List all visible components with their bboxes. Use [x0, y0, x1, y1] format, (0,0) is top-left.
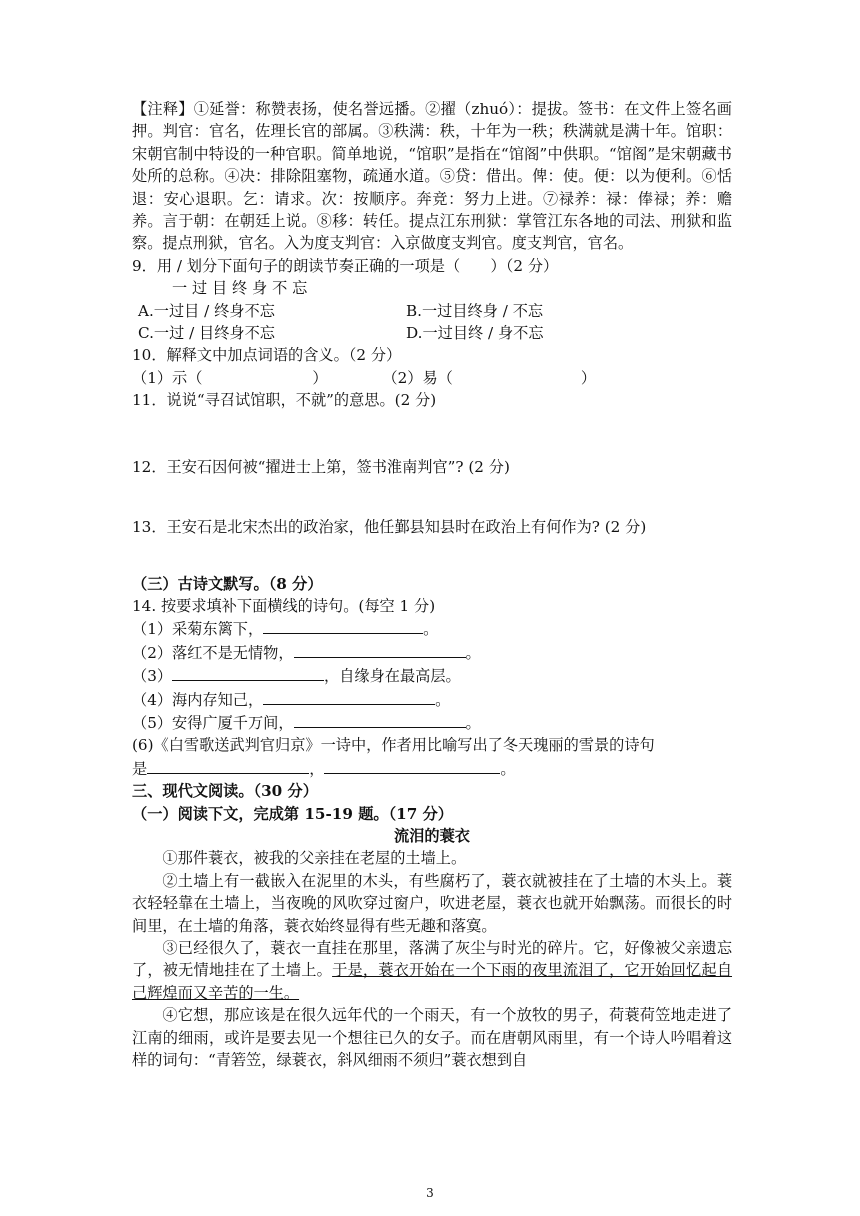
poem-blank-2[interactable] [294, 641, 466, 658]
option-a: A.一过目 / 终身不忘 [138, 301, 275, 320]
article-paragraph-2: ②土墙上有一截嵌入在泥里的木头，有些腐朽了，蓑衣就被挂在了土墙的木头上。蓑衣轻轻靠在土墙上，当夜晚的风吹穿过窗户，吹进老屋，蓑衣也就开始飘荡。而很长的时间里，在土墙的角落，蓑衣始终显得有些无趣和落寞。 [132, 871, 732, 935]
poem-line-2-end: 。 [465, 643, 481, 662]
poem-line-2 [132, 641, 732, 664]
poem-line-4-text: （4）海内存知己， [132, 690, 264, 709]
section-heading-3: （三）古诗文默写。（8 分） [132, 574, 323, 593]
poem-blank-6a[interactable] [147, 757, 309, 774]
answer-1-open: （1）示（ [132, 368, 203, 387]
question-12: 12．王安石因何被“擢进士上第，签书淮南判官”? (2 分) [132, 457, 510, 476]
question-9-sentence: 一 过 目 终 身 不 忘 [172, 279, 308, 298]
answer-space-11[interactable] [132, 412, 732, 456]
poem-line-3 [132, 664, 732, 687]
question-10: 10．解释文中加点词语的含义。（2 分） [132, 346, 402, 365]
question-10-answers [132, 367, 732, 389]
subsection-heading-1: （一）阅读下文，完成第 15-19 题。（17 分） [132, 804, 453, 823]
question-13: 13．王安石是北宋杰出的政治家，他任鄞县知县时在政治上有何作为? (2 分) [132, 518, 647, 537]
article-paragraph-4: ④它想，那应该是在很久远年代的一个雨天，有一个放牧的男子，荷蓑荷笠地走进了江南的细雨，或许是要去见一个想往已久的女子。而在唐朝风雨里，有一个诗人吟唱着这样的词句：“青箬笠，绿蓑衣，斜风细雨不须归”蓑衣想到自 [132, 1006, 732, 1070]
answer-1-close: ） [312, 368, 328, 387]
question-14: 14. 按要求填补下面横线的诗句。(每空 1 分) [132, 596, 436, 615]
article-title: 流泪的蓑衣 [394, 826, 470, 845]
poem-line-6: (6)《白雪歌送武判官归京》一诗中，作者用比喻写出了冬天瑰丽的雪景的诗句 [132, 736, 655, 755]
part-heading-3: 三、现代文阅读。（30 分） [132, 782, 318, 801]
option-d: D.一过目终 / 身不忘 [406, 324, 544, 343]
poem-line-2-text: （2）落红不是无情物， [132, 643, 294, 662]
poem-line-4-end: 。 [435, 690, 451, 709]
poem-line-1-text: （1）采菊东篱下， [132, 620, 264, 639]
underlined-sentence: 于是，蓑衣开始在一个下雨的夜里流泪了，它开始回忆起自己辉煌而又辛苦的一生。 [132, 961, 733, 1002]
answer-2-open: （2）易（ [382, 368, 453, 387]
poem-blank-3[interactable] [172, 664, 324, 681]
poem-blank-1[interactable] [263, 617, 423, 634]
poem-line-5 [132, 711, 732, 734]
answer-space-12[interactable] [132, 478, 732, 516]
page-number: 3 [426, 1186, 434, 1200]
option-b: B.一过目终身 / 不忘 [406, 301, 544, 320]
answer-2-close: ） [580, 368, 597, 387]
annotation-notes: 【注释】①延誉：称赞表扬，使名誉远播。②擢（zhuó）：提拔。签书：在文件上签名画押。判官：官名，佐理长官的部属。③秩满：秩，十年为一秩；秩满就是满十年。馆职：宋朝官制中特设的一种官职。简单地说，“馆职”是指在“馆阁”中供职。“馆阁”是宋朝藏书处所的总称。④决：排除阻塞物，疏通水道。⑤贷：借出。俾：使。便：以为便利。⑥恬退：安心退职。乞：请求。次：按顺序。奔竞：努力上进。⑦禄养：禄：俸禄；养：赡养。言于朝：在朝廷上说。⑧移：转任。提点江东刑狱：掌管江东各地的司法、刑狱和监察。提点刑狱，官名。入为度支判官：入京做度支判官。度支判官，官名。 [132, 100, 732, 253]
question-9-options-row2 [132, 322, 732, 344]
option-c: C.一过 / 目终身不忘 [138, 324, 275, 343]
poem-line-5-text: （5）安得广厦千万间， [132, 713, 294, 732]
poem-line-1-end: 。 [423, 620, 439, 639]
poem-line-3-start: （3） [132, 667, 173, 686]
poem-line-6-blanks [132, 757, 732, 780]
question-9: 9．用 / 划分下面句子的朗读节奏正确的一项是（ ）（2 分） [132, 256, 559, 275]
article-paragraph-3-text: ③已经很久了，蓑衣一直挂在那里，落满了灰尘与时光的碎片。它，好像被父亲遗忘了，被无情地挂在了土墙上。 [132, 939, 732, 980]
poem-line-1 [132, 617, 732, 640]
answer-space-13[interactable] [132, 539, 732, 573]
poem-line-6-start: 是 [132, 759, 148, 778]
poem-line-4 [132, 688, 732, 711]
poem-blank-4[interactable] [263, 688, 435, 705]
poem-line-5-end: 。 [465, 713, 481, 732]
answer-2-space[interactable] [453, 367, 581, 389]
article-paragraph-1: ①那件蓑衣，被我的父亲挂在老屋的土墙上。 [162, 849, 467, 868]
poem-blank-6b[interactable] [324, 757, 500, 774]
answer-1-space[interactable] [202, 367, 312, 389]
question-11: 11．说说“寻召试馆职，不就”的意思。(2 分) [132, 391, 437, 410]
poem-line-3-text: ，自缘身在最高层。 [324, 667, 461, 686]
poem-line-6-end: 。 [500, 759, 516, 778]
page-content [132, 98, 732, 1071]
poem-line-6-mid: ， [309, 759, 325, 778]
question-9-options-row1 [132, 300, 732, 322]
poem-blank-5[interactable] [294, 711, 466, 728]
article-paragraph-3 [132, 937, 732, 1004]
